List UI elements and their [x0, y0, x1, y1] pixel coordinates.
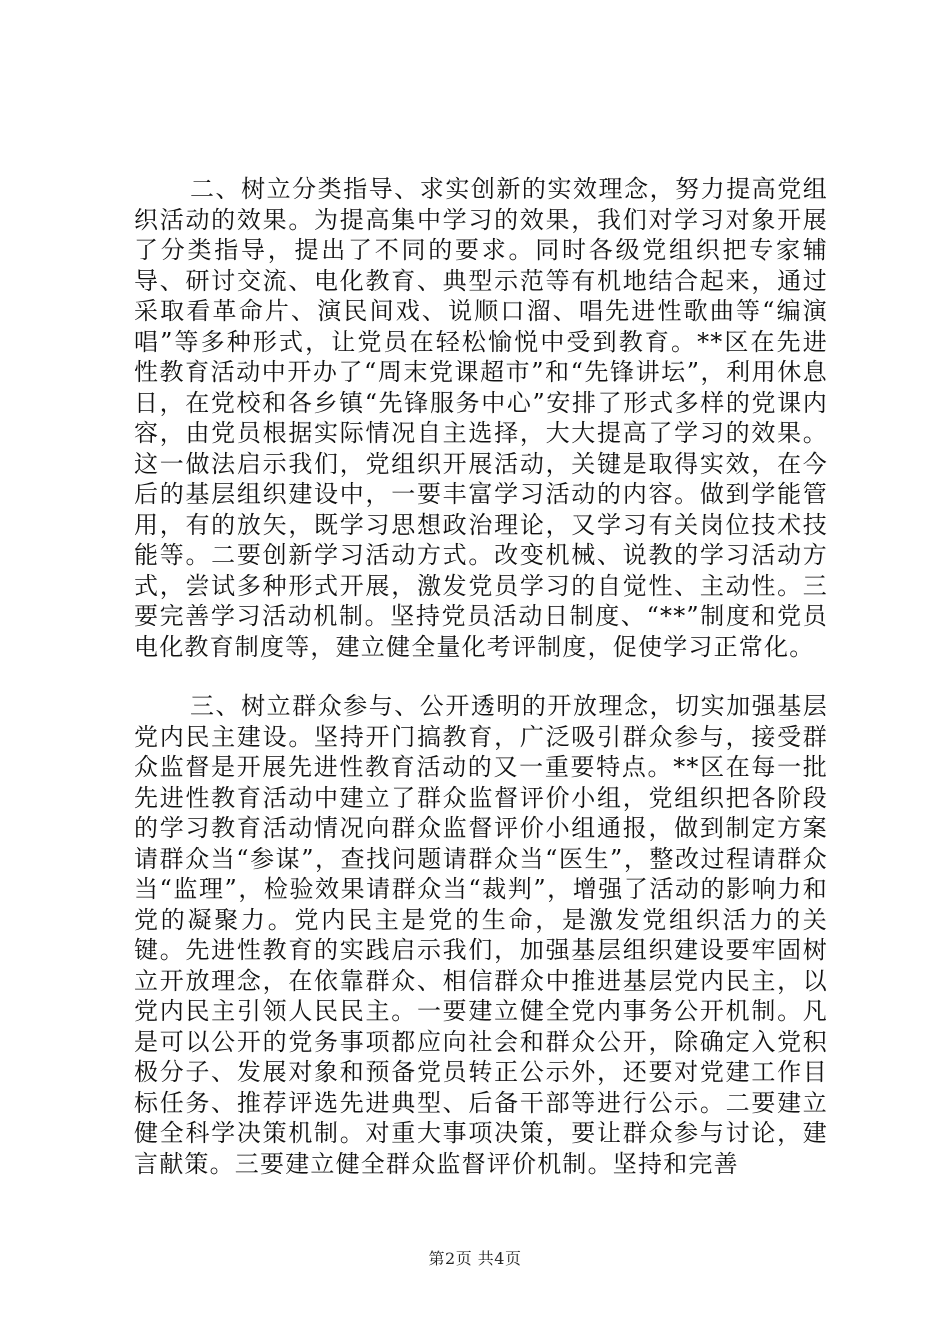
- paragraph-section-two: 二、树立分类指导、求实创新的实效理念，努力提高党组织活动的效果。为提高集中学习的效果，我们对学习对象开展了分类指导，提出了不同的要求。同时各级党组织把专家辅导、研讨交流、电化教育、典型示范等有机地结合起来，通过采取看革命片、演民间戏、说顺口溜、唱先进性歌曲等“编演唱”等多种形式，让党员在轻松愉悦中受到教育。**区在先进性教育活动中开办了“周末党课超市”和“先锋讲坛”，利用休息日，在党校和各乡镇“先锋服务中心”安排了形式多样的党课内容，由党员根据实际情况自主选择，大大提高了学习的效果。这一做法启示我们，党组织开展活动，关键是取得实效，在今后的基层组织建设中，一要丰富学习活动的内容。做到学能管用，有的放矢，既学习思想政治理论，又学习有关岗位技术技能等。二要创新学习活动方式。改变机械、说教的学习活动方式，尝试多种形式开展，激发党员学习的自觉性、主动性。三要完善学习活动机制。坚持党员活动日制度、“**”制度和党员电化教育制度等，建立健全量化考评制度，促使学习正常化。: [134, 175, 828, 661]
- paragraph-section-three: 三、树立群众参与、公开透明的开放理念，切实加强基层党内民主建设。坚持开门搞教育，广泛吸引群众参与，接受群众监督是开展先进性教育活动的又一重要特点。**区在每一批先进性教育活动中建立了群众监督评价小组，党组织把各阶段的学习教育活动情况向群众监督评价小组通报，做到制定方案请群众当“参谋”，查找问题请群众当“医生”，整改过程请群众当“监理”，检验效果请群众当“裁判”，增强了活动的影响力和党的凝聚力。党内民主是党的生命，是激发党组织活力的关键。先进性教育的实践启示我们，加强基层组织建设要牢固树立开放理念，在依靠群众、相信群众中推进基层党内民主，以党内民主引领人民民主。一要建立健全党内事务公开机制。凡是可以公开的党务事项都应向社会和群众公开，除确定入党积极分子、发展对象和预备党员转正公示外，还要对党建工作目标任务、推荐评选先进典型、后备干部等进行公示。二要建立健全科学决策机制。对重大事项决策，要让群众参与讨论，建言献策。三要建立健全群众监督评价机制。坚持和完善: [134, 692, 828, 1178]
- page-number-footer: 第2页 共4页: [428, 1249, 522, 1268]
